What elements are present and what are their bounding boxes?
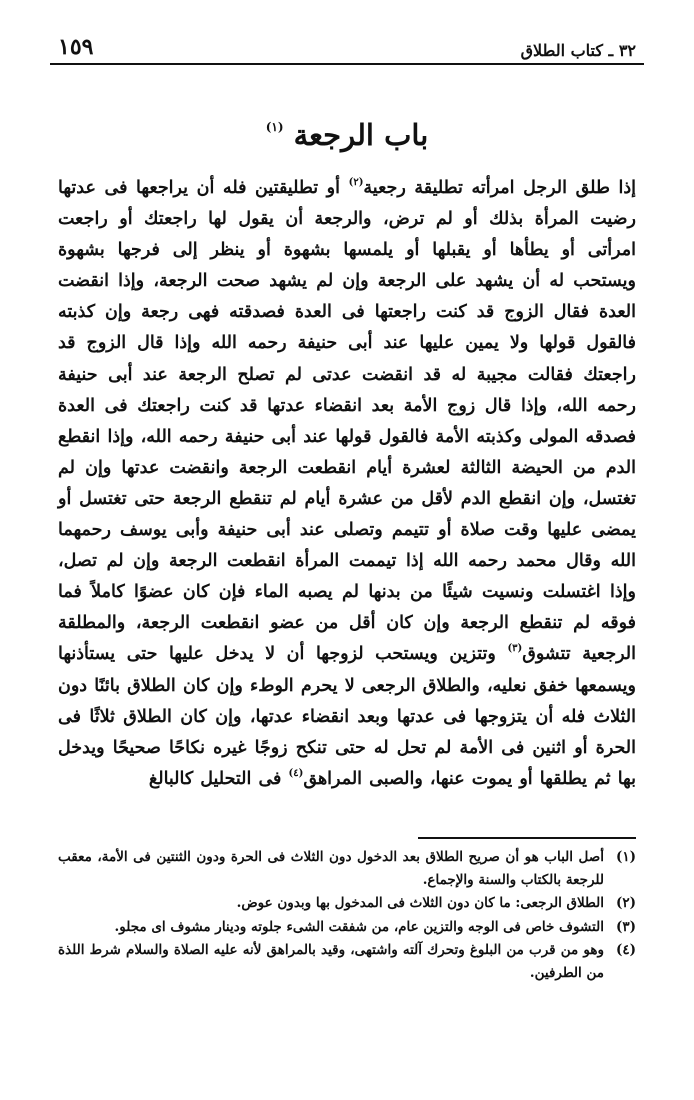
header-divider	[50, 63, 644, 65]
footnote-mark-3: (٣)	[507, 643, 523, 655]
running-head-chapter: ٣٢ ـ كتاب الطلاق	[520, 41, 636, 60]
footnote-mark-4: (٤)	[288, 767, 304, 779]
chapter-title-text: باب الرجعة	[293, 118, 429, 152]
footnote-number: (٢)	[615, 895, 636, 912]
footnote-divider	[418, 837, 636, 839]
footnote-text: التشوف خاص فى الوجه والتزين عام، من شفقت الشىء جلوته ودينار مشوف اى مجلو.	[114, 918, 604, 935]
footnote-number: (٤)	[615, 941, 636, 958]
page-number: ١٥٩	[58, 34, 94, 60]
footnote-number: (١)	[615, 849, 636, 865]
footnote-text: أصل الباب هو أن صريح الطلاق بعد الدخول دون الثلاث فى الحرة ودون الثنتين فى الأمة، معقب للرجعة بالكتاب والسنة والإجماع.	[58, 849, 604, 889]
running-head	[58, 30, 636, 60]
footnote-text: وهو من قرب من البلوغ وتحرك آلته واشتهى، وقيد بالمراهق لأنه عليه الصلاة والسلام شرط اللذة من الطرفين.	[58, 941, 604, 982]
footnote-item	[58, 939, 636, 985]
body-segment-1: إذا طلق الرجل امرأته تطليقة رجعية	[363, 178, 636, 198]
body-text	[58, 173, 636, 795]
body-segment-3: وتتزين ويستحب لزوجها أن لا يدخل عليها حتى يستأذنها ويسمعها خفق نعليه، والطلاق الرجعى لا يحرم الوطء وإن كان الطلاق بائنًا دون الثلاث فله أن يتزوجها فى عدتها وبعد انقضاء عدتها، وإن كان الطلاق ثلاثًا فى الحرة أو اثنين فى الأمة لم تحل له حتى تنكح زوجًا غيره نكاحًا صحيحًا ويدخل بها ثم يطلقها أو يموت عنها، والصبى المراهق	[58, 644, 636, 789]
footnote-item	[58, 916, 636, 939]
chapter-title	[0, 104, 694, 158]
footnote-text: الطلاق الرجعى: ما كان دون الثلاث فى المدخول بها وبدون عوض.	[236, 895, 604, 912]
footnote-item	[58, 892, 636, 915]
footnotes	[58, 846, 636, 985]
footnote-mark-2: (٢)	[348, 177, 364, 188]
body-segment-2: أو تطليقتين فله أن يراجعها فى عدتها رضيت المرأة بذلك أو لم ترض، والرجعة أن يقول لها راجعتك أو راجعت امرأتى أو يطأها أو يقبلها أو يلمسها بشهوة أو ينظر إلى فرجها بشهوة ويستحب له أن يشهد على الرجعة وإن لم يشهد صحت الرجعة، وإذا انقضت العدة فقال الزوج قد كنت راجعتها فى العدة فصدقته فهى رجعة وإن كذبته فالقول قولها ولا يمين عليها عند أبى حنيفة رحمه الله وإذا قال الزوج قد راجعتك فقالت مجيبة له قد انقضت عدتى لم تصلح الرجعة عند أبى حنيفة رحمه الله، وإذا قال زوج الأمة بعد انقضاء عدتها قد كنت راجعتك فى العدة فصدقه المولى وكذبته الأمة فالقول قولها عند أبى حنيفة رحمه الله، وإذا انقطع الدم من الحيضة الثالثة لعشرة أيام انقطعت الرجعة وانقضت عدتها وإن لم تغتسل، وإن انقطع الدم لأقل من عشرة أيام لم تنقطع الرجعة حتى تغتسل أو يمضى عليها وقت صلاة أو تتيمم وتصلى عند أبى حنيفة وأبى يوسف رحمهما الله وقال محمد رحمه الله إذا تيممت المرأة انقطعت الرجعة وإن لم تصل، وإذا اغتسلت ونسيت شيئًا من بدنها لم يصبه الماء فإن كان عضوًا كاملاً فما فوقه لم تنقطع الرجعة وإن كان أقل من عضو انقطعت الرجعة، والمطلقة الرجعية تتشوق	[58, 178, 636, 665]
chapter-title-note-mark: (١)	[265, 120, 284, 134]
footnote-number: (٣)	[615, 918, 636, 935]
body-segment-4: فى التحليل كالبالغ	[148, 768, 289, 789]
footnote-item	[58, 846, 636, 892]
